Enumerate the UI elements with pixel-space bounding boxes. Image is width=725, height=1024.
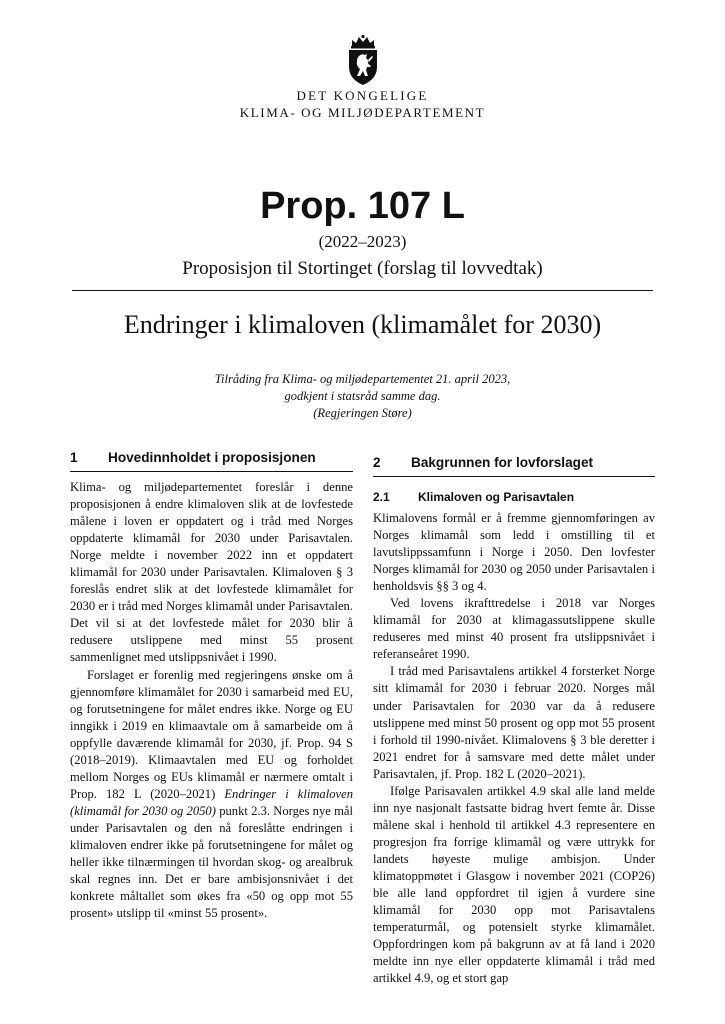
section-title: Hovedinnholdet i proposisjonen: [108, 450, 316, 465]
paragraph-text: Forslaget er forenlig med regjeringens ønske om å gjennomføre klimamålet for 2030 i samarbeid med EU, og forutsetningene for målet endres ikke. Norge og EU inngikk i 2019 en klimaavtale om å samarbeide om å oppfylle daværende klimamål for 2030, jf. Prop. 94 S (2018–2019). Klimaavtalen med EU og forholdet mellom Norges og EUs klimamål er nærmere omtalt i Prop. 182 L (2020–2021): [70, 667, 353, 801]
paragraph: Ifølge Parisavalen artikkel 4.9 skal alle land melde inn nye nasjonalt fastsatte bidrag hvert femte år. Disse målene skal i henhold til artikkel 4.3 representere en progresjon fra forrige klimamål og være uttrykk for landets høyeste mulige ambisjon. Under klimatoppmøtet i Glasgow i november 2021 (COP26) ble alle land oppfordret til igjen å vurdere sine klimamål for 2030 opp mot Parisavtalens temperaturmål, og potensielt styrke klimamålet. Oppfordringen kom på bakgrunn av at få land i 2020 meldte inn nye eller oppdaterte klimamål i tråd med artikkel 4.9, og et stort gap: [373, 783, 655, 986]
paragraph: Klimalovens formål er å fremme gjennomføringen av Norges klimamål som ledd i omstilling til et lavutslippssamfunn i Norge i 2050. Den lovfester Norges klimamål for 2030 og 2050 under Parisavtalen i henholdsvis §§ 3 og 4.: [373, 511, 655, 594]
department-name-line1: DET KONGELIGE: [296, 88, 429, 103]
header-logo: [0, 34, 725, 91]
proposition-number: Prop. 107 L: [260, 185, 465, 227]
right-column: [373, 454, 655, 987]
left-column: [70, 449, 353, 922]
subsection-2-1-heading: [373, 489, 655, 505]
approval-note: [0, 371, 725, 422]
coat-of-arms-icon: [343, 34, 383, 86]
subsection-number: 2.1: [373, 490, 390, 504]
section-divider: [70, 471, 353, 472]
section-number: 1: [70, 450, 78, 465]
paragraph: Klima- og miljødepartementet foreslår i denne proposisjonen å endre klimaloven slik at de lovfestede målene i loven er oppdatert og i tråd med Norges oppdaterte klimamål for 2030 under Parisavtalen. Norge meldte i november 2022 inn et oppdatert klimamål for 2030 under Parisavtalen. Klimaloven § 3 foreslås endret slik at det lovfestede klimamålet for 2030 er i tråd med Norges klimamål under Parisavtalen. Det vil si at det lovfestede målet for 2030 blir å redusere utslippene med minst 55 prosent sammenlignet med utslippsnivået i 1990.: [70, 480, 353, 665]
section-title: Bakgrunnen for lovforslaget: [411, 455, 594, 470]
approval-line: godkjent i statsråd samme dag.: [284, 389, 441, 403]
section-number: 2: [373, 455, 381, 470]
section-2-heading: [373, 454, 655, 472]
session-years: (2022–2023): [318, 232, 407, 251]
document-title: Endringer i klimaloven (klimamålet for 2030): [123, 310, 602, 339]
section-1-heading: [70, 449, 353, 467]
title-divider: [72, 290, 653, 291]
proposition-subtitle: Proposisjon til Stortinget (forslag til lovvedtak): [182, 258, 543, 279]
paragraph-text: punkt 2.3. Norges nye mål under Parisavtalen og den nå foreslåtte endringen i klimaloven endrer ikke på forutsetningene for målet og heller ikke tilnærmingen til hvordan skog- og arealbruk skal regnes inn. Det er bare ambisjonsnivået i det konkrete måltallet som økes fra «50 og opp mot 55 prosent» utslipp til «minst 55 prosent».: [70, 803, 353, 921]
document-reference-title: Endringer i klimaloven (klimamål for 2030 og 2050): [70, 786, 353, 818]
section-divider: [373, 476, 655, 477]
approval-line: Tilråding fra Klima- og miljødepartementet 21. april 2023,: [214, 372, 511, 386]
paragraph: Ved lovens ikrafttredelse i 2018 var Norges klimamål for 2030 at klimagassutslippene skulle reduseres med minst 40 prosent fra utslippsnivået i referanseåret 1990.: [373, 596, 655, 662]
paragraph: [70, 667, 353, 923]
department-name-line2: KLIMA- OG MILJØDEPARTEMENT: [239, 105, 486, 120]
paragraph: I tråd med Parisavtalens artikkel 4 forsterket Norge sitt klimamål for 2030 i februar 2020. Norges mål under Parisavtalen for 2030 var da å redusere utslippene med minst 50 prosent og opp mot 55 prosent i forhold til 1990-nivået. Klimalovens § 3 ble deretter i 2021 endret for å samsvare med dette målet under Parisavtalen, jf. Prop. 182 L (2020–2021).: [373, 664, 655, 781]
subsection-title: Klimaloven og Parisavtalen: [418, 490, 575, 504]
approval-line: (Regjeringen Støre): [313, 406, 412, 420]
